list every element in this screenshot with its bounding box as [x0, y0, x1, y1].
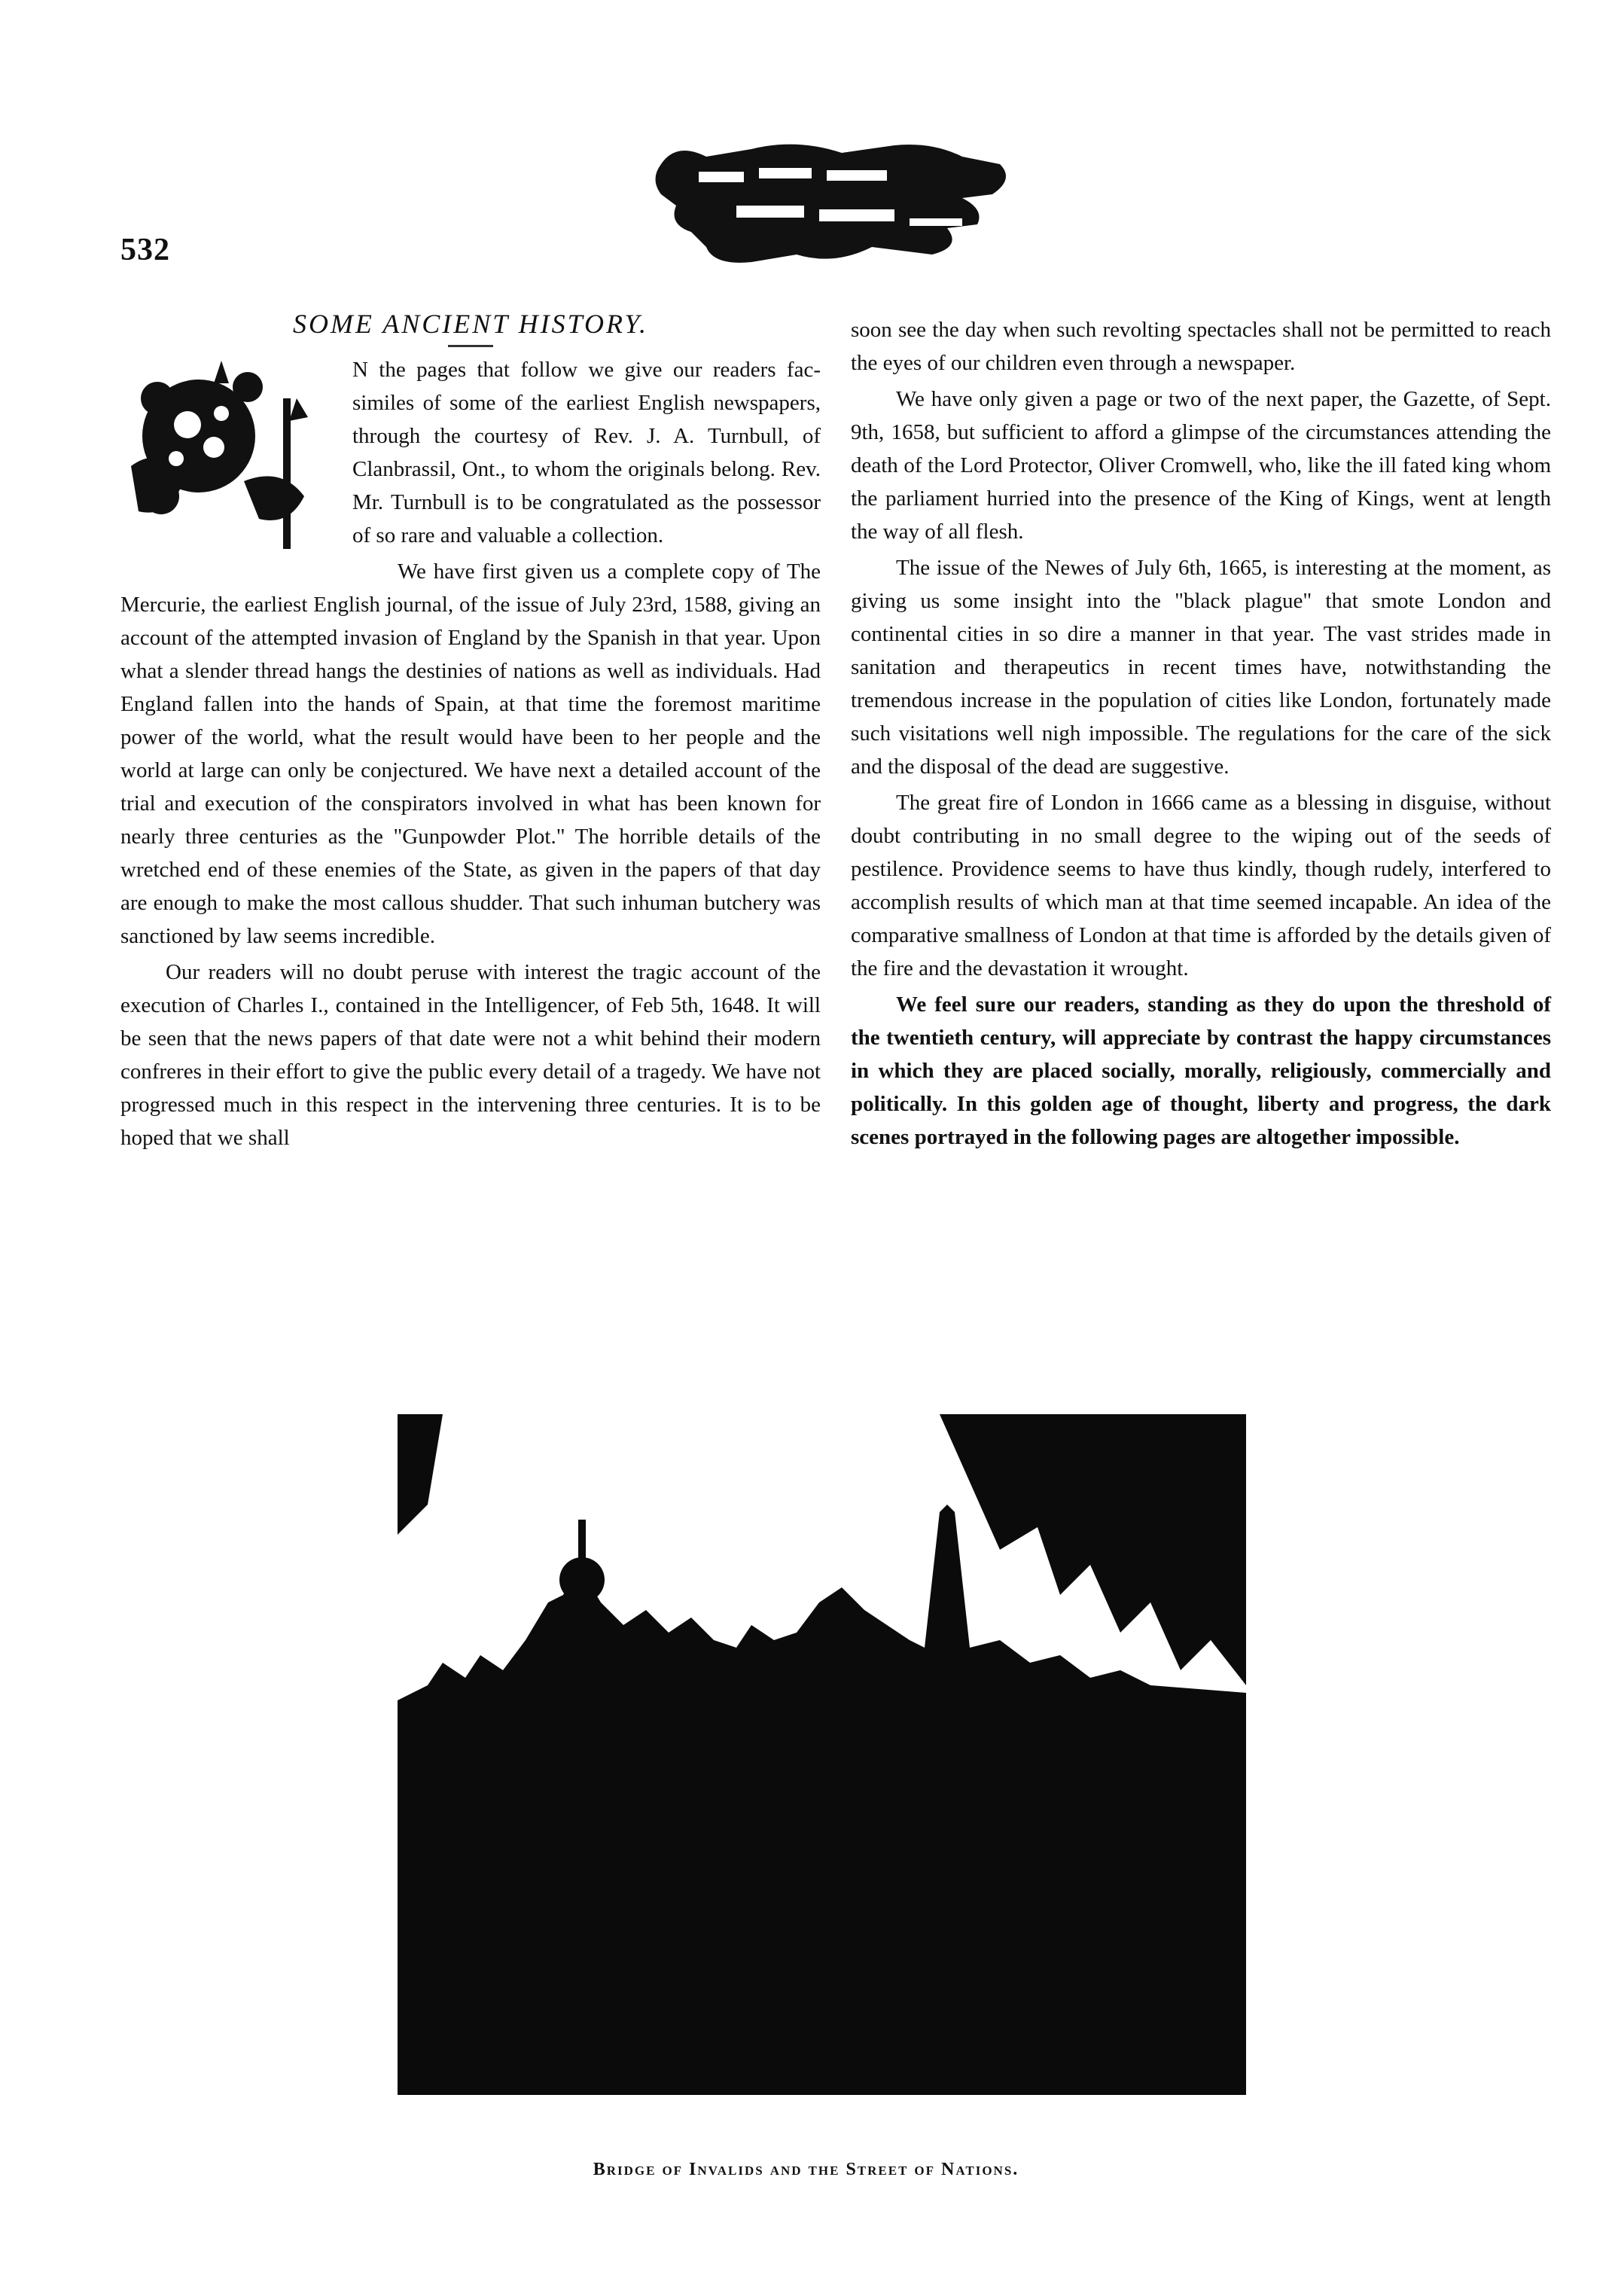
masthead-logo	[646, 134, 1022, 270]
paragraph: We have only given a page or two of the next paper, the Gazette, of Sept. 9th, 1658, but sufficient to afford a glimpse of the circumstances attending the death of the Lord Protector, Oliver Cromwell, who, like the ill fated king whom the parliament hurried into the presence of the King of Kings, went at length the way of all flesh.	[851, 387, 1551, 544]
title-rule	[448, 345, 493, 347]
paragraph: N the pages that follow we give our readers fac-similes of some of the earliest English newspapers, through the courtesy of Rev. J. A. Turnbull, of Clanbrassil, Ont., to whom the originals belong. Rev. Mr. Turnbull is to be congratulated as the possessor of so rare and valuable a collection.	[352, 358, 821, 547]
paragraph: soon see the day when such revolting spectacles shall not be permitted to reach the eyes of our children even through a newspaper.	[851, 318, 1551, 375]
page-number: 532	[120, 233, 170, 267]
right-column	[851, 313, 1551, 1154]
paragraph: The issue of the Newes of July 6th, 1665, is interesting at the moment, as giving us some insight into the "black plague" that smote London and continental cities in so dire a manner in that year. The vast strides made in sanitation and therapeutics in recent times have, notwithstanding the tremendous increase in the population of cities like London, fortunately made such visitations well nigh impossible. The regulations for the care of the sick and the disposal of the dead are suggestive.	[851, 556, 1551, 779]
photograph	[398, 1414, 1246, 2095]
article-title: SOME ANCIENT HISTORY.	[292, 309, 649, 339]
paragraph: Our readers will no doubt peruse with interest the tragic account of the execution of Charles I., contained in the Intelligencer, of Feb 5th, 1648. It will be seen that the news papers of that date were not a whit behind their modern confreres in their effort to give the public every detail of a tragedy. We have not progressed much in this respect in the intervening three centuries. It is to be hoped that we shall	[120, 960, 821, 1150]
paragraph: We have first given us a complete copy of The Mercurie, the earliest English journal, of the issue of July 23rd, 1588, giving an account of the attempted invasion of England by the Spanish in that year. Upon what a slender thread hangs the destinies of nations as well as individuals. Had England fallen into the hands of Spain, at that time the foremost maritime power of the world, what the result would have been to her people and the world at large can only be conjectured. We have next a detailed account of the trial and execution of the conspirators involved in what has been known for nearly three centuries as the "Gunpowder Plot." The horrible details of the wretched end of these enemies of the State, as given in the papers of that day are enough to make the most callous shudder. That such inhuman butchery was sanctioned by law seems incredible.	[120, 560, 821, 948]
photo-caption: Bridge of Invalids and the Street of Nations.	[593, 2160, 1019, 2179]
left-column	[120, 307, 821, 1154]
paragraph: We feel sure our readers, standing as they do upon the threshold of the twentieth century, will appreciate by contrast the happy circumstances in which they are placed socially, morally, religiously, commercially and politically. In this golden age of thought, liberty and progress, the dark scenes portrayed in the following pages are altogether impossible.	[851, 992, 1551, 1149]
paragraph: The great fire of London in 1666 came as a blessing in disguise, without doubt contributing in no small degree to the wiping out of the seeds of pestilence. Providence seems to have thus kindly, though rudely, interfered to accomplish results of which man at that time seemed incapable. An idea of the comparative smallness of London at that time is afforded by the details given of the fire and the devastation it wrought.	[851, 791, 1551, 980]
ornamental-initial-i-icon	[116, 353, 342, 556]
